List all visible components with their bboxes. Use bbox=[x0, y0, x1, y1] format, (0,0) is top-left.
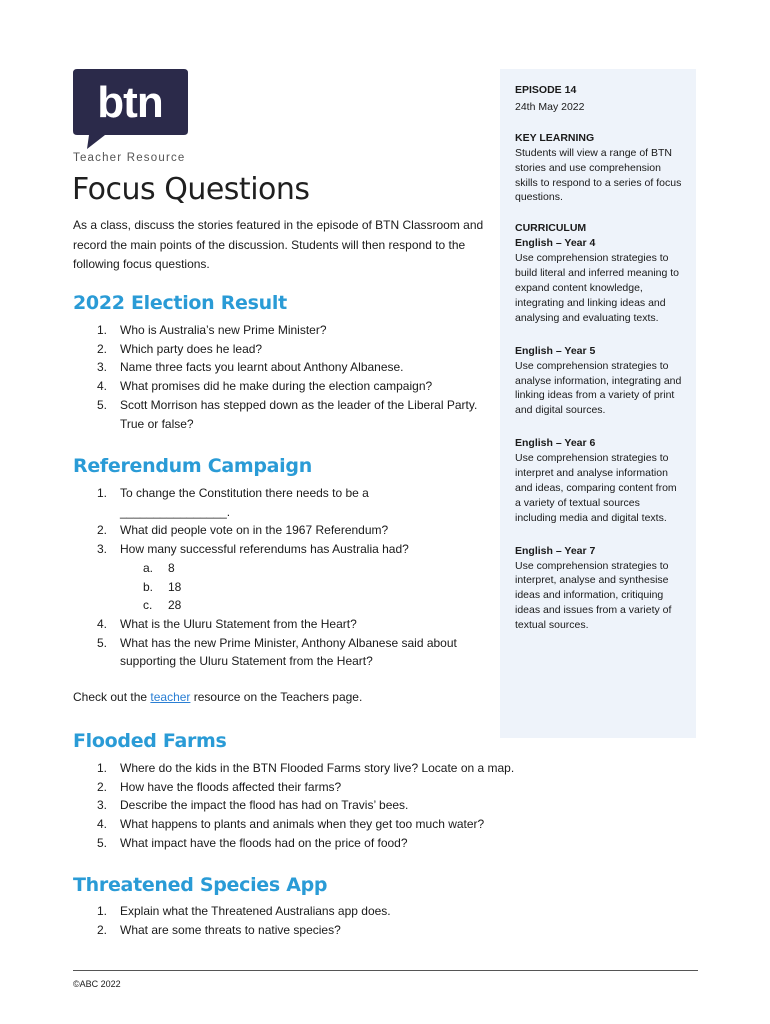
option-item: b. 18 bbox=[143, 579, 182, 594]
list-item: 1. To change the Constitution there needs to be a ________________. bbox=[73, 484, 493, 521]
curriculum-text: Use comprehension strategies to interpret, analyse and synthesise ideas and information, critiquing ideas and issues from a variety of textual sources. bbox=[515, 559, 672, 632]
list-item: 3. How many successful referendums has Australia had? bbox=[97, 542, 409, 557]
list-item: 1. Who is Australia’s new Prime Minister? bbox=[97, 323, 327, 337]
list-item: 4. What happens to plants and animals when they get too much water? bbox=[97, 817, 485, 832]
resource-label: Teacher Resource bbox=[73, 152, 186, 164]
curriculum-text: Use comprehension strategies to interpret and analyse information and ideas, comparing content from a variety of textual sources including media and digital texts. bbox=[515, 452, 677, 524]
key-learning-label: KEY LEARNING bbox=[515, 131, 595, 144]
curriculum-text: Use comprehension strategies to build literal and inferred meaning to expand content knowledge, integrating and linking ideas and analysing and evaluating texts. bbox=[515, 252, 680, 324]
page-title: Focus Questions bbox=[72, 172, 310, 207]
option-item: c. 28 bbox=[143, 598, 182, 613]
flooded-farms-questions bbox=[73, 759, 593, 853]
intro-text: As a class, discuss the stories featured in the episode of BTN Classroom and record the main points of the discussion. Students will then respond to the following focus questions. bbox=[73, 218, 484, 271]
list-item: 3. Describe the impact the flood has had on Travis’ bees. bbox=[97, 798, 409, 813]
curriculum-text: Use comprehension strategies to analyse information, integrating and linking ideas from a variety of print and digital sources. bbox=[515, 359, 682, 417]
list-item: 2. How have the floods affected their farms? bbox=[97, 779, 342, 794]
copyright: ©ABC 2022 bbox=[73, 979, 121, 989]
list-item: 5. What impact have the floods had on the price of food? bbox=[97, 835, 408, 850]
check-out-text: Check out the teacher resource on the Teachers page. bbox=[73, 690, 363, 704]
curriculum-year: English – Year 6 bbox=[515, 437, 596, 450]
list-item: 2. What did people vote on in the 1967 Referendum? bbox=[97, 523, 389, 538]
curriculum-year: English – Year 4 bbox=[515, 237, 596, 250]
teacher-link[interactable]: teacher bbox=[150, 690, 191, 704]
referendum-questions bbox=[73, 484, 493, 671]
section-heading-election: 2022 Election Result bbox=[73, 292, 287, 314]
btn-logo bbox=[73, 69, 188, 149]
section-heading-referendum: Referendum Campaign bbox=[73, 455, 312, 477]
episode-date: 24th May 2022 bbox=[515, 100, 585, 113]
list-item: 5. What has the new Prime Minister, Anthony Albanese said about supporting the Uluru Statement from the Heart? bbox=[97, 635, 457, 669]
key-learning-text: Students will view a range of BTN stories and use comprehension skills to respond to a series of focus questions. bbox=[515, 146, 682, 204]
curriculum-year: English – Year 7 bbox=[515, 544, 596, 557]
logo-text: btn bbox=[97, 78, 163, 127]
section-heading-flooded-farms: Flooded Farms bbox=[73, 730, 227, 752]
episode-sidebar bbox=[500, 69, 696, 738]
list-item: 4. What promises did he make during the election campaign? bbox=[97, 379, 433, 394]
episode-label: EPISODE 14 bbox=[515, 84, 577, 96]
list-item: 2. What are some threats to native species? bbox=[97, 922, 341, 937]
option-item: a. 8 bbox=[143, 560, 175, 575]
threatened-species-questions bbox=[73, 902, 593, 939]
curriculum-label: CURRICULUM bbox=[515, 222, 587, 235]
list-item: 5. Scott Morrison has stepped down as the leader of the Liberal Party. True or false? bbox=[97, 397, 478, 431]
list-item: 1. Explain what the Threatened Australians app does. bbox=[97, 904, 391, 918]
list-item: 3. Name three facts you learnt about Anthony Albanese. bbox=[97, 360, 404, 375]
election-questions bbox=[73, 321, 493, 433]
list-item: 4. What is the Uluru Statement from the Heart? bbox=[97, 616, 357, 631]
options-container bbox=[73, 559, 493, 615]
list-item: 1. Where do the kids in the BTN Flooded Farms story live? Locate on a map. bbox=[97, 761, 515, 775]
footer-divider bbox=[73, 970, 698, 971]
answer-blank: ________________. bbox=[120, 504, 231, 519]
curriculum-year: English – Year 5 bbox=[515, 344, 596, 357]
list-item: 2. Which party does he lead? bbox=[97, 341, 263, 356]
section-heading-threatened-species: Threatened Species App bbox=[73, 874, 328, 896]
